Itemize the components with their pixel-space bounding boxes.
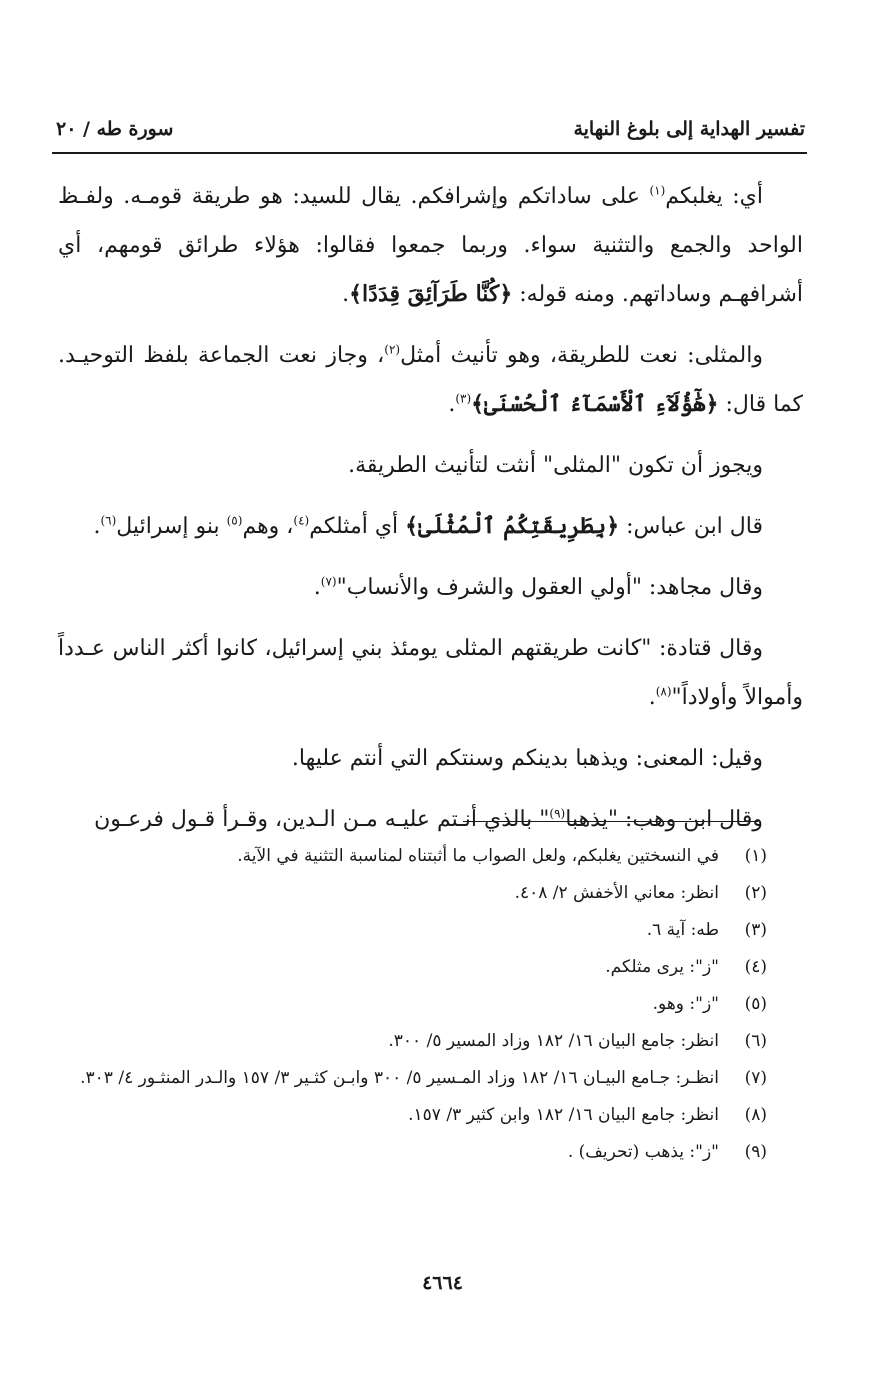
paragraph-7: وقيل: المعنى: ويذهبا بدينكم وسنتكم التي أنتم عليها.: [291, 746, 763, 771]
footnote-item: [50, 951, 767, 984]
footnote-text: انظـر: جـامع البيـان ١٦/ ١٨٢ وزاد المـسير ٥/ ٣٠٠ وابـن كثـير ٣/ ١٥٧ والـدر المنثـور ٤/ ٣٠٣.: [80, 1068, 719, 1088]
footnote-number: (١): [744, 846, 767, 866]
footnote-number: (٤): [744, 957, 767, 977]
footnote-text: انظر: جامع البيان ١٦/ ١٨٢ وابن كثير ٣/ ١٥٧.: [408, 1105, 719, 1125]
paragraph-6: وقال قتادة: "كانت طريقتهم المثلى يومئذ بني إسرائيل، كانوا أكثر الناس عـدداً وأموالاً وأولاداً"$^{(٨)}$.: [58, 636, 803, 710]
header-divider: [52, 152, 807, 154]
quran-verse: ﴿هَٰٓؤُلَآءِ ٱلْأَسْمَآءُ ٱلْحُسْنَىٰ﴾: [471, 391, 719, 417]
footnote-divider: [463, 821, 758, 822]
footnote-ref-3: (٣): [455, 391, 472, 406]
footnote-item: [50, 877, 767, 910]
footnote-item: [50, 988, 767, 1021]
footnote-ref-2: (٢): [384, 342, 401, 357]
footnote-item: [50, 840, 767, 873]
footnote-ref-1: (١): [649, 183, 666, 198]
book-title: تفسير الهداية إلى بلوغ النهاية: [573, 118, 805, 140]
footnote-number: (٢): [744, 883, 767, 903]
footnote-item: [50, 1136, 767, 1169]
footnotes: [50, 840, 767, 1173]
footnote-text: في النسختين يغلبكم، ولعل الصواب ما أثبتناه لمناسبة التثنية في الآية.: [237, 846, 719, 866]
footnote-ref-5: (٥): [226, 513, 243, 528]
running-header: [56, 112, 805, 146]
footnote-text: انظر: معاني الأخفش ٢/ ٤٠٨.: [514, 883, 719, 903]
footnote-text: "ز": يرى مثلكم.: [605, 957, 719, 977]
surah-label: سورة طه / ٢٠: [56, 118, 174, 140]
quran-verse: ﴿كُنَّا طَرَآئِقَ قِدَدًا﴾: [349, 281, 513, 307]
footnote-number: (٣): [744, 920, 767, 940]
footnote-number: (٨): [744, 1105, 767, 1125]
main-text: [58, 172, 803, 844]
paragraph-8: وقال ابن وهب: "يذهبا$^{(٩)}$" بالذي أنـتم عليـه مـن الـدين، وقـرأ قـول فرعـون: [94, 806, 763, 832]
footnote-number: (٦): [744, 1031, 767, 1051]
paragraph-3: ويجوز أن تكون "المثلى" أنثت لتأنيث الطريقة.: [348, 453, 763, 478]
page-number: ٤٦٦٤: [422, 1272, 463, 1294]
paragraph-4: قال ابن عباس: ﴿بِطَرِيقَتِكُمُ ٱلْمُثْلَىٰ﴾ أي أمثلكم$^{(٤)}$، وهم$^{(٥)}$ بنو إسرائيل$^{(٦)}$.: [93, 513, 763, 539]
paragraph-5: وقال مجاهد: "أولي العقول والشرف والأنساب"$^{(٧)}$.: [313, 574, 763, 600]
footnote-item: [50, 914, 767, 947]
footnote-ref-4: (٤): [293, 513, 310, 528]
footnote-ref-8: (٨): [655, 684, 672, 699]
footnote-item: [50, 1025, 767, 1058]
footnote-number: (٧): [744, 1068, 767, 1088]
quran-verse: ﴿بِطَرِيقَتِكُمُ ٱلْمُثْلَىٰ﴾: [405, 513, 620, 539]
paragraph-1: أي: يغلبكم$^{(١)}$ على ساداتكم وإشرافكم. يقال للسيد: هو طريقة قومـه. ولفـظ الواحد والجمع والتثنية سواء. وربما جمعوا فقالوا: هؤلاء طرائق قومهم، أي أشرافهـم وساداتهم. ومنه قوله: ﴿كُنَّا طَرَآئِقَ قِدَدًا﴾.: [58, 183, 803, 307]
footnote-number: (٥): [744, 994, 767, 1014]
footnote-text: طه: آية ٦.: [646, 920, 719, 940]
footnote-text: انظر: جامع البيان ١٦/ ١٨٢ وزاد المسير ٥/ ٣٠٠.: [388, 1031, 719, 1051]
footnote-ref-9: (٩): [549, 806, 566, 821]
footnote-number: (٩): [744, 1142, 767, 1162]
paragraph-2: والمثلى: نعت للطريقة، وهو تأنيث أمثل$^{(٢)}$، وجاز نعت الجماعة بلفظ التوحيـد. كما قال: ﴿هَٰٓؤُلَآءِ ٱلْأَسْمَآءُ ٱلْحُسْنَىٰ﴾$^{(٣)}$.: [58, 342, 803, 417]
footnote-ref-7: (٧): [320, 574, 337, 589]
footnote-text: "ز": وهو.: [652, 994, 719, 1014]
footnote-text: "ز": يذهب (تحريف) .: [567, 1142, 719, 1162]
footnote-ref-6: (٦): [100, 513, 117, 528]
footnote-item: [50, 1099, 767, 1132]
footnote-item: [50, 1062, 767, 1095]
